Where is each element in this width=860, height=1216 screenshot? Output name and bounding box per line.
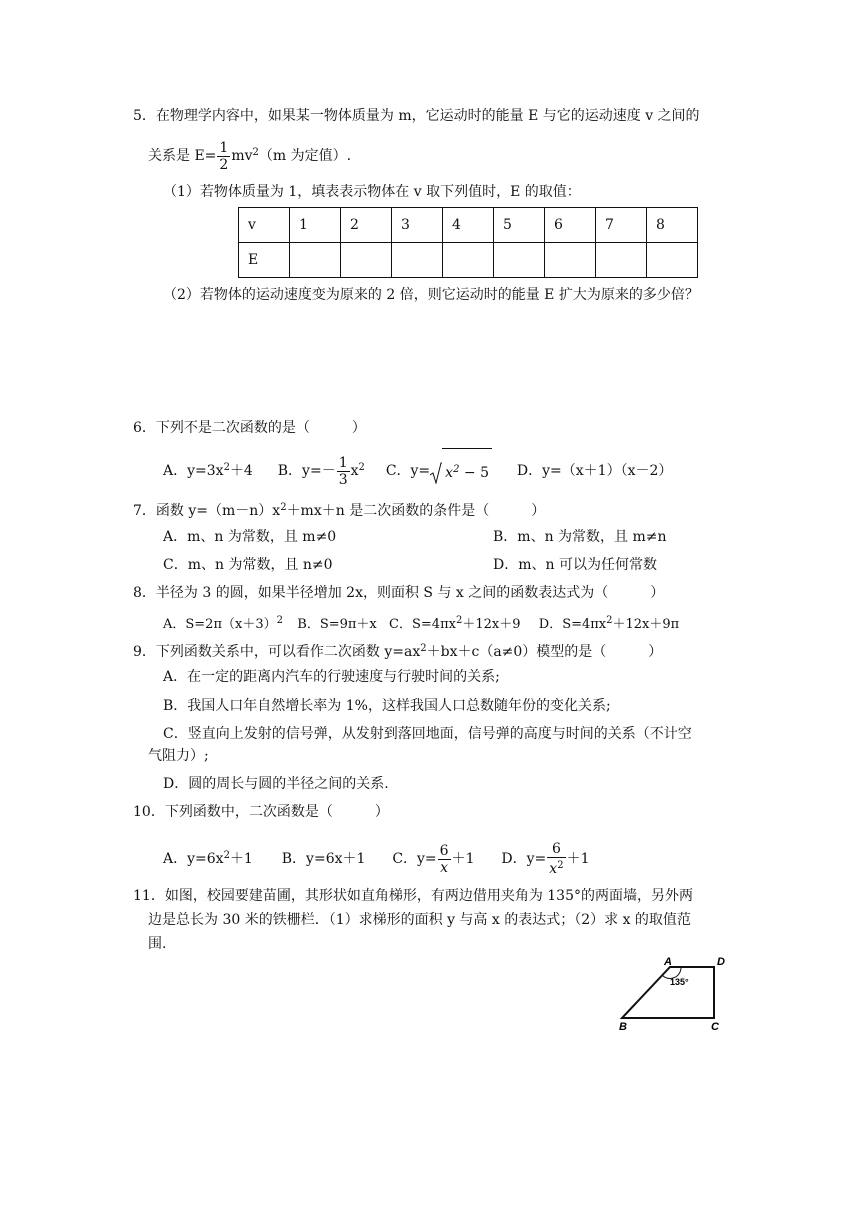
sqrt-sign	[430, 448, 492, 494]
q6-option-b	[277, 454, 365, 488]
q10-d-den-x: x	[549, 861, 558, 877]
q5-mv: mv	[231, 148, 253, 164]
q7-stem-a: 7．函数 y=（m－n）x	[133, 503, 281, 519]
q8-d-text: D．S=4πx	[538, 617, 607, 632]
q10-c-den: x	[438, 859, 451, 876]
q6-b-text: B．y=－	[277, 463, 336, 479]
q8-option-b: B．S=9π＋x	[297, 617, 377, 632]
q6-a-exp: 2	[223, 462, 230, 473]
trapezoid-figure	[618, 954, 730, 1034]
q8-options	[163, 611, 679, 635]
table-cell-empty	[443, 243, 494, 278]
q6-a-tail: ＋4	[229, 463, 253, 479]
q7-option-a: A．m、n 为常数，且 m≠0	[163, 529, 337, 545]
table-cell: 1	[290, 208, 341, 243]
q10-options	[163, 834, 590, 881]
q6-b-exp: 2	[358, 462, 365, 473]
q5-line1: 5．在物理学内容中，如果某一物体质量为 m，它运动时的能量 E 与它的运动速度 v 之间的	[133, 108, 700, 124]
q9-stem	[133, 639, 662, 662]
angle-label: 135°	[670, 977, 689, 987]
q11-line2: 边是总长为 30 米的铁栅栏．（1）求梯形的面积 y 与高 x 的表达式；（2）求 x 的取值范	[148, 912, 691, 928]
q9-stem-a: 9．下列函数关系中，可以看作二次函数 y=ax	[133, 644, 421, 660]
q9-option-c-line2: 气阻力）;	[148, 748, 209, 764]
table-row-e	[239, 243, 698, 278]
q10-d-den-exp: 2	[557, 860, 564, 871]
q6-c-text: C．y=	[385, 463, 431, 479]
q10-c-num: 6	[439, 842, 449, 859]
q9-option-b: B．我国人口年自然增长率为 1%，这样我国人口总数随年份的变化关系;	[163, 698, 611, 714]
q9-option-c-line1: C．竖直向上发射的信号弹，从发射到落回地面，信号弹的高度与时间的关系（不计空	[163, 726, 692, 742]
q8-option-c	[389, 617, 520, 632]
q7-option-b: B．m、n 为常数，且 m≠n	[493, 529, 667, 545]
table-cell: v	[239, 208, 290, 243]
q10-d-text: D．y=	[501, 851, 547, 867]
table-cell-empty	[545, 243, 596, 278]
table-cell: E	[239, 243, 290, 278]
trapezoid-shape	[622, 967, 714, 1018]
table-cell-empty	[596, 243, 647, 278]
q10-c-tail: ＋1	[451, 851, 475, 867]
q9-option-a: A．在一定的距离内汽车的行驶速度与行驶时间的关系;	[163, 669, 500, 685]
q7-stem	[133, 498, 545, 521]
q5-exp: 2	[252, 147, 259, 158]
q10-a-tail: ＋1	[229, 851, 253, 867]
q5-frac-num: 1	[219, 139, 229, 156]
q6-b-tail: x	[350, 463, 359, 479]
table-row-v	[239, 208, 698, 243]
table-cell: 4	[443, 208, 494, 243]
q8-d-tail: ＋12x＋9π	[612, 617, 680, 632]
v-e-table	[238, 207, 698, 278]
q6-b-num: 1	[338, 454, 348, 471]
q8-c-tail: ＋12x＋9	[462, 617, 521, 632]
q10-d-tail: ＋1	[566, 851, 590, 867]
q6-c-rad-tail: − 5	[459, 465, 489, 481]
q7-stem-b: ＋mx＋n 是二次函数的条件是（ ）	[286, 503, 546, 519]
q8-stem: 8．半径为 3 的圆，如果半径增加 2x，则面积 S 与 x 之间的函数表达式为（ ）	[133, 585, 665, 601]
q5-part2: （2）若物体的运动速度变为原来的 2 倍，则它运动时的能量 E 扩大为原来的多少倍？	[163, 287, 699, 303]
q10-stem: 10．下列函数中，二次函数是（ ）	[133, 804, 389, 820]
q6-b-fraction	[337, 455, 350, 488]
q10-option-d	[501, 841, 590, 877]
q5-frac-den: 2	[219, 156, 229, 173]
table-cell-empty	[341, 243, 392, 278]
q8-a-text: A．S=2π（x＋3）	[163, 617, 277, 632]
vertex-label-b: B	[619, 1021, 627, 1033]
q9-stem-exp: 2	[420, 643, 427, 654]
q6-options	[163, 447, 672, 494]
table-cell: 7	[596, 208, 647, 243]
q10-option-b: B．y=6x＋1	[281, 851, 366, 867]
table-cell: 5	[494, 208, 545, 243]
radical-icon	[430, 462, 442, 484]
q6-b-den: 3	[338, 471, 348, 488]
q8-c-exp: 2	[455, 615, 463, 626]
q6-option-d: D．y=（x＋1）（x－2）	[516, 463, 673, 479]
q5-relation-prefix: 关系是 E=	[148, 148, 217, 164]
q6-option-a	[163, 463, 253, 479]
q6-option-c	[386, 463, 492, 479]
q5-line2	[148, 134, 351, 175]
q6-c-rad-x: x	[445, 465, 454, 481]
vertex-label-a: A	[664, 956, 672, 968]
table-cell-empty	[647, 243, 698, 278]
vertex-label-c: C	[711, 1021, 719, 1033]
table-cell-empty	[494, 243, 545, 278]
q8-d-exp: 2	[606, 615, 613, 626]
q10-c-fraction	[438, 843, 451, 876]
q8-option-a	[163, 617, 283, 632]
q8-option-d	[539, 617, 679, 632]
table-cell: 3	[392, 208, 443, 243]
table-cell-empty	[392, 243, 443, 278]
q5-relation-suffix: （m 为定值）.	[258, 148, 352, 164]
vertex-label-d: D	[717, 956, 725, 968]
q6-a-text: A．y=3x	[163, 463, 224, 479]
q11-line3: 围.	[148, 936, 167, 952]
q6-stem: 6．下列不是二次函数的是（ ）	[133, 420, 366, 436]
table-cell: 2	[341, 208, 392, 243]
table-cell: 8	[647, 208, 698, 243]
q7-option-c: C．m、n 为常数，且 n≠0	[163, 557, 333, 573]
q10-option-c	[392, 842, 475, 876]
q5-half-fraction	[217, 140, 230, 173]
q10-a-text: A．y=6x	[163, 851, 224, 867]
q10-a-exp: 2	[223, 850, 230, 861]
q6-c-radicand	[442, 448, 492, 494]
table-cell-empty	[290, 243, 341, 278]
q7-stem-exp: 2	[280, 502, 287, 513]
q8-a-exp: 2	[276, 615, 283, 626]
q6-c-rad-exp: 2	[453, 464, 460, 475]
table-cell: 6	[545, 208, 596, 243]
q9-stem-b: ＋bx＋c（a≠0）模型的是（ ）	[426, 644, 663, 660]
q10-d-fraction	[547, 841, 565, 877]
q10-d-den	[547, 857, 565, 877]
q10-option-a	[163, 851, 253, 867]
q8-c-text: C．S=4πx	[389, 617, 456, 632]
q11-line1: 11．如图，校园要建苗圃，其形状如直角梯形，有两边借用夹角为 135°的两面墙，另外两	[133, 888, 693, 904]
q10-d-num: 6	[551, 841, 561, 857]
q9-option-d: D．圆的周长与圆的半径之间的关系.	[163, 776, 389, 792]
q7-option-d: D．m、n 可以为任何常数	[493, 557, 657, 573]
q5-part1: （1）若物体质量为 1，填表表示物体在 v 取下列值时，E 的取值：	[163, 184, 581, 200]
q10-c-text: C．y=	[392, 851, 437, 867]
